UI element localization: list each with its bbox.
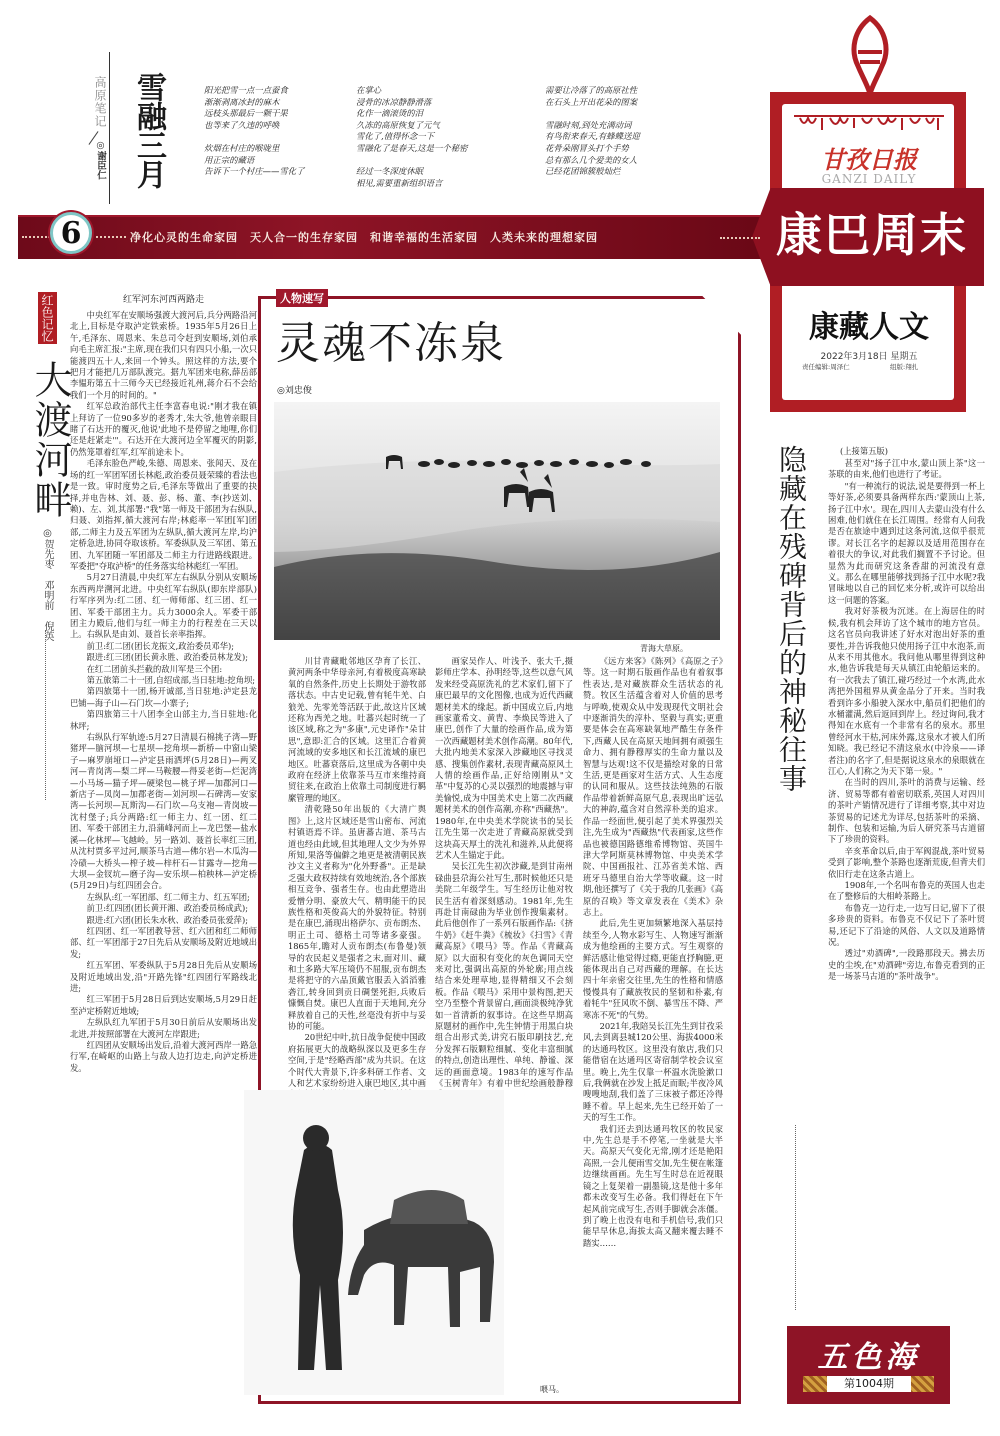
feeding-horse-illustration	[244, 1090, 574, 1395]
poem-line: 花骨朵刚冒头打个手势	[545, 142, 629, 153]
poem-column-label: 高原笔记	[93, 76, 107, 128]
ornament-icon	[840, 16, 900, 96]
center-article-title: 灵魂不冻泉	[276, 318, 506, 369]
poem-line: 远枝头那最后一颗干果	[204, 108, 288, 119]
paragraph: 此后,先生更加频繁地深入基层持续至今,人物水彩写生、人物速写渐渐成为他绘画的主要方式。写生观察的鲜活感让他觉得过瘾,更能直抒胸臆,更能体现出自己对西藏的理解。在长达四十年亲密交往里,先生的性格和情感慢慢具有了藏族牧民的坚韧和朴素,有着牦牛"狂风吹不倒、暴雪压不降、严寒冻不死"的气势。	[583, 918, 723, 1020]
left-article-authors: ◎贺先枣 邓明前 倪英	[42, 528, 53, 641]
paragraph: 左纵队:红一军团部、红二师主力、红五军团;	[86, 891, 250, 902]
paragraph: "有一种流行的说法,说是要得到一杯上等好茶,必须要具备两样东西:'蒙顶山上茶,扬子江中水'。现在,四川人去蒙山没有什么困难,他们就住在长江周围。经常有人问我是否在旅途中遇到过这条河流,这似乎很荒谬。对长江名字的起源以及适用范围存在着很大的争议,对此我们搁置不予讨论。但显然为此而研究这条香甜的河流没有意义。那么在哪里能够找到扬子江中水呢?我冒昧地以自己的回忆来分析,或许可以给出这一问题的答案。	[828, 480, 985, 605]
paragraph: 红三军团于5月28日后到达安顺场,5月29日赶至泸定桥附近地域;	[70, 994, 257, 1016]
section-name: 康巴周末	[776, 208, 968, 262]
poem-title: 雪融三月	[131, 72, 166, 188]
paragraph: 跟进:红六团(团长朱水秋、政治委员张爱萍);	[86, 914, 249, 925]
paragraph: 吴长江先生初次涉藏,是到甘南州碌曲县尕海公社写生,那时候他还只是美院二年级学生。写生经历让他对牧民生活有着深刻感动。1981年,先生再赴甘南碌曲为毕业创作搜集素材。此后他创作了一系列石版画作品:《挤牛奶》《赶牛粪》《梳妆》《扫雪》《青藏高原》《喂马》等。作品《青藏高原》以大面积有变化的灰色调同天空来对比,强调出高原的外轮廓;用点线结合来处理草地,显得精细又不会刻板。作品《喂马》采用中景构图,把天空乃至整个背景留白,画面淡极纯净犹如一首清新的叙事诗。在这些早期高原题材的画作中,先生钟情于用黑白块组合出形式美,讲究石版印刷技艺,充分发挥石版颗粒细腻、变化丰富细腻的特点,创造出理性、单纯、静谧、深远的画面意境。1983年的速写作品《玉树青年》有着中世纪绘画般静穆	[435, 861, 573, 1089]
paragraph: 红四团从安顺场出发后,沿着大渡河西岸一路急行军,在崎岖的山路上与敌人边打边走,向泸定桥进发。	[70, 1040, 257, 1073]
issue-date: 2022年3月18日 星期五	[820, 352, 918, 362]
tibetan-script-logo	[792, 110, 946, 132]
grassland-horses-photo	[274, 402, 720, 640]
center-article-author: ◎刘忠俊	[277, 386, 312, 396]
paragraph: 清乾隆50年出版的《大清广舆图》上,这片区域还是雪山密布、河流村镇语焉不详。虽唐蕃古道、茶马古道也经由此域,但其地理人文少为外界所知,果洛等偏僻之地更是被清朝民族沙文主义者称为"化外野番"。正是缺乏强大政权持续有效地统治,各个部族相互竞争、强者生存。也由此塑造出爱憎分明、豪放大气、精明能干的民族性格和英俊高大的外貌特征。特别是在康巴,涌现出格萨尔、贡布朗杰、明正土司、德格土司等诸多豪强。1865年,瞻对人贡布朗杰(布鲁曼)领导的农民起义是强者之末,面对川、藏和土多路大军压境仍不屈服,贡布朗杰是将把守的六品顶戴官服丢入滔滔雅砻江,转身回到贡日碉堡死拒,兵败后慷慨自焚。康巴人直面于天地间,充分释放着自己的天性,丝毫没有折中与妥协的可能。	[288, 804, 426, 1031]
paragraph: 在当时的四川,茶叶的消费与运输、经济、贸易等都有着密切联系,英国人对四川的茶叶产销情况进行了详细考察,其中对边茶贸易的记述尤为详尽,包括茶叶的采摘、制作、包装和运输,为后人研究茶马古道留下了珍贵的资料。	[828, 777, 985, 845]
author-rule	[45, 630, 46, 800]
paragraph: 布鲁克一边行走,一边写日记,留下了很多珍贵的资料。布鲁克不仅记下了茶叶贸易,还记下了沿途的风俗、人文以及道路情况。	[828, 902, 985, 948]
paragraph: 跟进:红三团(团长黄永胜、政治委员林龙发);	[86, 652, 249, 663]
poem-line: 在石头上开出花朵的图案	[545, 96, 638, 107]
paragraph: 毛泽东脸色严峻,朱德、周恩来、张闻天、及在场的红一军团军团长林彪,政治委员聂荣臻的看法也是一致。审时度势之后,毛泽东等做出了重要的抉择,并电告林、刘、聂、彭、杨、董、李(抄送刘、赖)、左、刘,其部署:"我"第一师及干部团为右纵队,归聂、刘指挥,循大渡河右岸;林彪率一军团[军]团部,二师主力及五军团为左纵队,循大渡河左岸,均沪定桥急进,协同夺取该桥。军委纵队及三军团、第五团、九军团随一军团部及二师主力行进路线跟进。军委把"夺取泸桥"的任务落实给林彪红一军团。	[70, 458, 257, 571]
banner-slogan: 净化心灵的生命家园 天人合一的生存家园 和谐幸福的生活家园 人类未来的理想家园	[130, 231, 598, 244]
poem-line	[356, 155, 468, 167]
photo-caption: 青海大草原。	[640, 644, 688, 653]
issue-number: 第1004期	[827, 1376, 911, 1392]
left-article-title: 大渡河畔	[28, 360, 72, 520]
column-label-badge: 红色记忆	[38, 292, 57, 344]
poem-line: 久冻的高原恢复了元气	[356, 119, 440, 130]
poem-stanza-3	[545, 85, 640, 178]
center-article-column-3	[583, 656, 723, 1396]
left-article-subtitle: 红军河东河西两路走	[122, 295, 204, 305]
poem-line: 炊烟在村庄的喉咙里	[204, 142, 280, 153]
poem-line: 在掌心	[356, 85, 382, 95]
poem-line: 已经花团锦簇般灿烂	[545, 166, 621, 177]
page-title: 康藏人文	[809, 310, 929, 345]
poem-line: 总有那么几个爱美的女人	[545, 154, 638, 165]
paragraph: 红四团、红一军团教导营、红六团和红二师师部、红一军团部于27日先后从安顺场及附近地域出发;	[70, 925, 257, 959]
vertical-rule	[795, 1125, 796, 1310]
paragraph: 辛亥革命以后,由于军阀混战,茶叶贸易受到了影响,整个茶路也逐渐荒废,但背夫们依旧行走在这条古道上。	[828, 845, 985, 879]
paragraph: 前卫:红二团(团长龙振文,政治委员邓华);	[86, 640, 235, 651]
right-article-body	[828, 458, 985, 1320]
banner-dots-left	[22, 236, 50, 238]
paragraph: 第四旅第十一团,杨开诚部,当日驻地:泸定县龙巴铺—海子山—石门坎—小寨子;	[70, 686, 257, 708]
poem-line: 阳光把雪一点一点蚕食	[204, 85, 288, 95]
center-article-column-1	[288, 656, 426, 1088]
logo-name: 五色海	[817, 1340, 920, 1375]
column-label-badge: 人物速写	[276, 289, 328, 307]
paragraph: 我们还去到达通玛牧区的牧民家中,先生总是手不停笔,一坐就是大半天。高原天气变化无常,刚才还是艳阳高照,一会儿便雨雪交加,先生便在帐篷边继续画画。先生写生时总在近视眼镜之上复架着一副墨镜,这是他十多年都未改变写生必备。我们得赶在下午起风前完成写生,否则手脚就会冻僵。到了晚上也没有电和手机信号,我们只能早早休息,海拔太高又翻来覆去睡不踏实……	[583, 1123, 723, 1248]
poem-line: 需要让冷落了的高原社性	[545, 85, 638, 95]
poem-line	[204, 131, 305, 143]
paragraph: 5月27日清晨,中央红军左右纵队分别从安顺场东西两岸溯河北进。中央红军右纵队(即东岸部队)行军序列为:红二团、红一师师部、红三团、红一团、军委干部团主力。兵力3000余人。军委干部团主力殿后,他们与红一师主力的行程差在三天以上。右纵队是由刘、聂首长亲率指挥。	[70, 572, 257, 640]
poem-line: 雪化了,值得怀念一下	[356, 131, 435, 142]
paragraph: 1908年,一个名叫布鲁克的英国人也走在了整修后的大相岭茶路上。	[828, 880, 985, 902]
paragraph: 第五旅第二十一团,自绍成部,当日驻地:挖角坝;	[86, 675, 256, 685]
poem-line: 告诉下一个村庄——雪化了	[204, 166, 305, 177]
wusehai-logo	[787, 1326, 950, 1404]
poem-line: 浸骨的冰凉静静滑落	[356, 96, 432, 107]
paragraph: 左纵队红九军团于5月30日前后从安顺场出发北进,并按照部署在大渡河左岸跟进;	[70, 1017, 257, 1039]
paragraph: 前卫:红四团(团长黄开湘、政治委员杨成武);	[86, 903, 249, 914]
poem-line: 用正宗的藏语	[204, 154, 255, 165]
page-number-badge: 6	[50, 212, 92, 254]
right-article-title: 隐藏在残碑背后的神秘往事	[775, 445, 808, 793]
paragraph: 在红二团前头拦截的敌川军是三个团:	[86, 663, 223, 674]
paragraph: 画家吴作人、叶浅予、张大千,摄影师庄学本、孙明经等,这些以意气风发来经受高原洗礼的艺术家们,留下了康巴最早的文化图像,也成为近代西藏题材美术的缘起。新中国成立后,内地画家董希文、黄胄、李焕民等进入了康巴,创作了大量的绘画作品,成为第一次西藏题材美术创作高潮。80年代,大批内地美术家深入涉藏地区寻找灵感、搜集创作素材,表现青藏高原风土人情的绘画作品,正好给刚刚从"文革"中复苏的心灵以强烈的地震撼与审美愉悦,成为中国美术史上第二次西藏题材美术的创作高潮,亦称"西藏热"。1980年,在中央美术学院读书的吴长江先生第一次走进了青藏高原就受到这块高天厚土的洗礼和滋养,从此便将艺术人生锚定于此。	[435, 656, 573, 860]
paper-name-en: GANZI DAILY	[821, 172, 917, 186]
center-article-column-2	[435, 656, 573, 1088]
poem-line: 渐渐剥离冰封的麻木	[204, 96, 280, 107]
paragraph: 甚至对"扬子江中水,蒙山顶上茶"这一茶联的由来,他们也进行了考证。	[828, 458, 985, 480]
paragraph: 红军总政治部代主任李富春电说:"刚才我在镇上拜访了一位90多岁的老秀才,朱大爷,他曾亲眼目睹了石达开的覆灭,他说'此地不是停留之地哩,你们还是赶紧走'"。石达开在大渡河边全军覆灭的阴影,仍然笼罩着红军,红军前途未卜。	[70, 401, 257, 457]
horse-caption: 喂马。	[540, 1385, 564, 1394]
editor-credit: 责任编辑:周泽仁	[802, 363, 850, 371]
paragraph: 红五军团、军委纵队于5月28日先后从安顺场及附近地域出发,沿"开路先锋"红四团行军路线北进;	[70, 960, 257, 993]
paper-name: 甘孜日报	[821, 145, 917, 174]
paragraph: 右纵队行军轨迹:5月27日清晨石棉挑子湾—野猪坪—脑河坝—七星坝—挖角坝—新桥—中窗山梁子—麻罗崩垭口—泸定县雨洒坪(5月28日)—两叉河—青岗湾—梨二坪—马鞍腰—得妥老街—烂泥湾—小马场—猫子坪—硬梁包—桃子坪—加郡河口—新店子—凤岗—加郡老街—刘河坝—石碑湾—安家湾—长河坝—瓦斯沟—石门坎—乌支袍—青岗坡—沈村堡子;兵分两路:红一师主力、红一团、红二团、军委干部团主力,沿蒲峰河而上—龙巴堡—盐水溪—化林坪—飞越岭。另一路刘、聂首长率红三团,从沈村贾多平过河,顺茶马古道—佛尔岩—木瓜沟—冷碛—大桥头—榨子坡—梓杆石—甘露寺—挖角—大坝—金钗坑—磨子沟—安乐坝—柏秧林—泸定桥(5月29日)与红四团会合。	[70, 732, 257, 891]
poem-line	[545, 108, 640, 120]
poem-line: 相见,需要重新组织语言	[356, 177, 443, 188]
banner-dots-mid	[96, 236, 126, 238]
poem-line: 经过一冬深度休眠	[356, 166, 423, 177]
paragraph: 第四旅第三十八团李全山部主力,当日驻地:化林坪;	[70, 709, 257, 731]
continued-from: (上接第五版)	[840, 446, 888, 456]
poem-line: 有鸟衔来春天,有蜂蝶送迎	[545, 131, 640, 142]
banner-dots-right	[720, 237, 760, 239]
paragraph: 2021年,我陪吴长江先生到甘孜采风,去到离县城120公里、海拔4000米的达通玛牧区。这里没有旅店,我们只能借宿在达通玛区寄宿制学校会议室里。晚上,先生仅靠一杯温水洗脸漱口后,我俩就在沙发上抵足而眠;半夜冷风嗖嗖地刮,我们盖了三床被子都还冷得睡不着。早上起来,先生已经开始了一天的写生工作。	[583, 1021, 723, 1123]
poem-line: 化作一滴滚烫的泪	[356, 108, 423, 119]
left-article-body	[70, 310, 257, 1436]
paragraph: 《远方来客》《陈列》《高原之子》等。这一时期石版画作品也有着叙事性表达,是对藏族群众生活状态的礼赞。牧区生活蕴含着对人价值的思考与呼唤,使观众从中发现现代文明社会中逐渐消失的淳朴、坚毅与真实;更重要是体会在高寒缺氧地严酷生存条件下,西藏人民在高原天地间拥有顽强生命力、拥有静穆厚实的生命力量以及智慧与达观!这不仅是描绘对象的日常生活,更是画家对生活方式、人生态度的认同和服从。这些技法纯熟的石版作品带着新鲜高原气息,表现出旷远弘大的神韵,蕴含对自然淳朴美的追求。作品一经面世,便引起了美术界强烈关注,先生成为"西藏热"代表画家,这些作品也被德国路德维希博物馆、英国牛津大学阿斯莫林博物馆、中央美术学院、中国画报社、江苏省美术馆、西班牙马德里自治大学等收藏。这一时期,他还撰写了《关于我的几张画》《高原的召唤》等文章发表在《美术》杂志上。	[583, 656, 723, 917]
paragraph: 20世纪中叶,抗日战争促使中国政府拓展更大的战略纵深以及更多生存空间,于是"经略西部"成为共识。在这个时代大背景下,许多科研工作者、文人和艺术家纷纷进入康巴地区,其中画	[288, 1032, 426, 1089]
poem-stanza-1	[204, 85, 305, 178]
poem-line: 雪融时刻,到处充满动词	[545, 119, 632, 130]
poem-line: 雪融化了是春天,这是一个秘密	[356, 142, 468, 153]
poem-line: 也等来了久违的呼唤	[204, 119, 280, 130]
poem-author: ◎谢臣仁	[95, 140, 106, 180]
layout-credit: 组版:翔扎	[890, 363, 919, 371]
paragraph: 透过"劝酒碑",一段路那段天。拂去历史的尘埃,在"劝酒碑"旁边,布鲁克看到的正是一场茶马古道的"茶叶战争"。	[828, 948, 985, 982]
paragraph: 我对好茶极为沉迷。在上海居住的时候,我有机会拜访了这个城市的地方官员。这名官员向我讲述了好水对泡出好茶的重要性,并告诉我他只使用扬子江中水泡茶,而从来不用其他水。我问他从哪里得到这种水,他告诉我是每天从镇江由轮船运来的。有一次我去了镇江,碰巧经过一个水湾,此水湾把外国租界从黄金品分了开来。当时我看到许多小船驶入深水中,船员们把他们的水桶灌满,然后返回到岸上。经过询问,我才得知在水底有一个非常有名的泉水。那里曾经河水干枯,河床外露,这泉水才被人们所知晓。我已经记不清这泉水(中泠泉——译者注)的名字了,但是据说这泉水的泉眼就在江心,人们称之为天下第一泉。"	[828, 606, 985, 776]
paragraph: 中央红军在安顺场强渡大渡河后,兵分两路沿河北上,目标是夺取泸定铁索桥。1935年5月26日上午,毛泽东、周恩来、朱总司令赶到安顺场,刘伯承向毛主席汇报:"主席,现在我们只有四只小船,一次只能渡四五十人,来回一个钟头。照这样的方法,要个把月才能把几万部队渡完。据九军团来电称,薛岳部李韫珩第五十三师今天已经接近礼州,蒋介石不会给我们一个月的时间的。"	[70, 310, 257, 400]
vertical-rule	[109, 52, 110, 204]
paragraph: 川甘青藏毗邻地区孕育了长江、黄河两条中华母亲河,有着极度高寒缺氧的自然条件,历史上长期处于游牧部落状态。中古史记载,曾有牦牛羌、白狼羌、先零羌等活跃于此,故这片区域还称为西羌之地。吐蕃兴起时统一了该区域,称之为"多康",元史译作"朵甘思",意即:汇合的区域。这里汇合着黄河流域的安多地区和长江流域的康巴地区。吐蕃衰落后,这里成为各朝中央政府在经济上依靠茶马互市来维持商贸往来,在政治上依靠土司制度进行羁縻管理的地区。	[288, 656, 426, 803]
poem-stanza-2	[356, 85, 468, 189]
